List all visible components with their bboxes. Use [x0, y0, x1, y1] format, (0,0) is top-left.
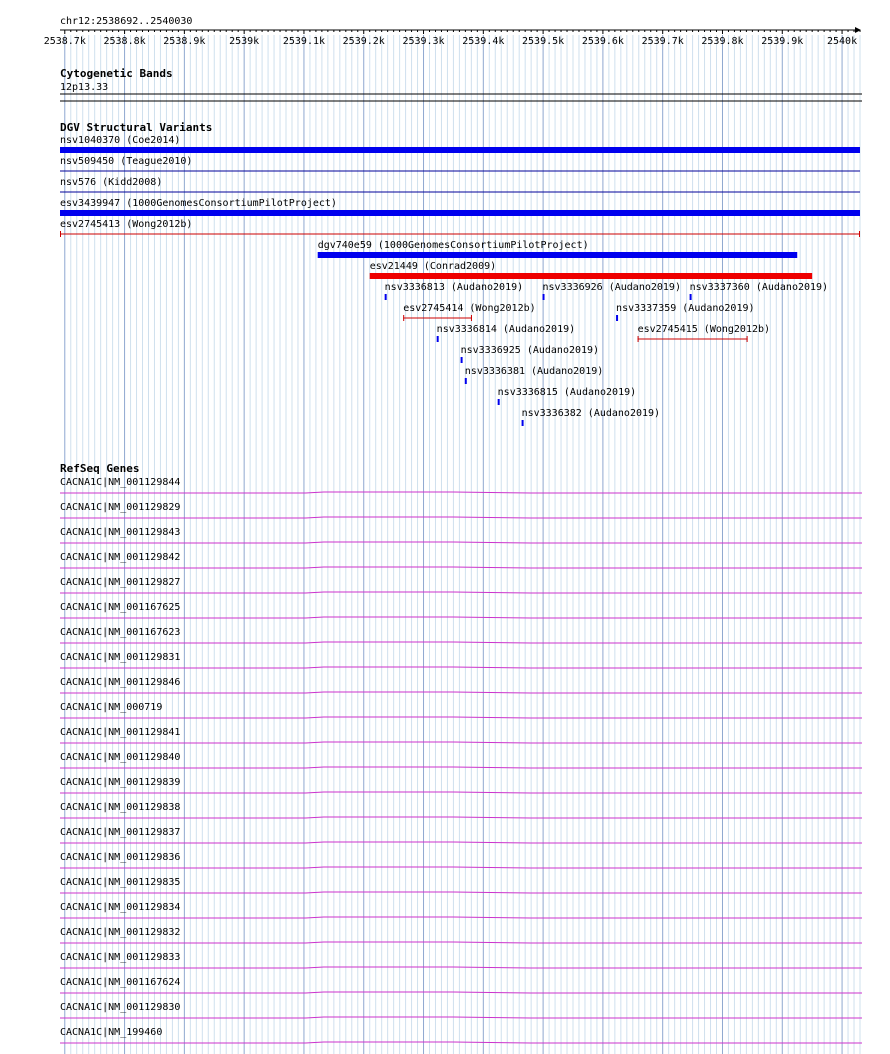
- refseq-transcript[interactable]: [60, 577, 862, 593]
- transcript-label[interactable]: CACNA1C|NM_001167623: [60, 627, 181, 638]
- transcript-label[interactable]: CACNA1C|NM_001129834: [60, 902, 181, 913]
- refseq-transcript[interactable]: [60, 902, 862, 918]
- transcript-intron-line[interactable]: [60, 567, 862, 568]
- refseq-transcript[interactable]: [60, 877, 862, 893]
- transcript-label[interactable]: CACNA1C|NM_001129829: [60, 502, 181, 513]
- sv-bar[interactable]: [318, 252, 798, 258]
- sv-label[interactable]: nsv509450 (Teague2010): [60, 156, 193, 167]
- cytoband-track-title: Cytogenetic Bands: [60, 67, 173, 80]
- sv-point[interactable]: [385, 294, 387, 300]
- sv-feature[interactable]: [461, 345, 599, 363]
- transcript-intron-line[interactable]: [60, 867, 862, 868]
- transcript-label[interactable]: CACNA1C|NM_001129846: [60, 677, 181, 688]
- ruler-tick-label: 2539.5k: [522, 36, 565, 47]
- transcript-intron-line[interactable]: [60, 592, 862, 593]
- transcript-label[interactable]: CACNA1C|NM_001129844: [60, 477, 181, 488]
- transcript-label[interactable]: CACNA1C|NM_001129836: [60, 852, 181, 863]
- transcript-label[interactable]: CACNA1C|NM_001129830: [60, 1002, 181, 1013]
- sv-bar[interactable]: [60, 210, 860, 216]
- sv-feature[interactable]: [638, 324, 770, 342]
- transcript-intron-line[interactable]: [60, 542, 862, 543]
- transcript-label[interactable]: CACNA1C|NM_001129837: [60, 827, 181, 838]
- sv-feature[interactable]: [465, 366, 603, 384]
- refseq-transcript[interactable]: [60, 477, 862, 493]
- refseq-transcript[interactable]: [60, 502, 862, 518]
- ruler-tick-label: 2538.9k: [163, 36, 206, 47]
- refseq-transcript[interactable]: [60, 1002, 862, 1018]
- sv-label[interactable]: nsv3336813 (Audano2019): [384, 282, 524, 293]
- sv-label[interactable]: nsv3336815 (Audano2019): [497, 387, 637, 398]
- transcript-label[interactable]: CACNA1C|NM_001129842: [60, 552, 181, 563]
- transcript-label[interactable]: CACNA1C|NM_001129839: [60, 777, 181, 788]
- refseq-transcript[interactable]: [60, 952, 862, 968]
- transcript-intron-line[interactable]: [60, 1017, 862, 1018]
- transcript-intron-line[interactable]: [60, 892, 862, 893]
- sv-feature[interactable]: [318, 240, 798, 258]
- sv-label[interactable]: nsv3337359 (Audano2019): [616, 303, 755, 314]
- transcript-intron-line[interactable]: [60, 617, 862, 618]
- sv-label[interactable]: esv2745414 (Wong2012b): [403, 303, 536, 314]
- transcript-label[interactable]: CACNA1C|NM_001129838: [60, 802, 181, 813]
- transcript-intron-line[interactable]: [60, 942, 862, 943]
- transcript-label[interactable]: CACNA1C|NM_001129840: [60, 752, 181, 763]
- sv-point[interactable]: [543, 294, 545, 300]
- dgv-track-title: DGV Structural Variants: [60, 121, 213, 134]
- sv-label[interactable]: esv21449 (Conrad2009): [369, 261, 497, 272]
- refseq-transcripts: [60, 477, 862, 1043]
- coordinate-ruler: [44, 16, 861, 47]
- refseq-transcript[interactable]: [60, 977, 862, 993]
- sv-point[interactable]: [690, 294, 692, 300]
- transcript-label[interactable]: CACNA1C|NM_001129835: [60, 877, 181, 888]
- refseq-transcript[interactable]: [60, 802, 862, 818]
- transcript-label[interactable]: CACNA1C|NM_000719: [60, 702, 163, 713]
- transcript-intron-line[interactable]: [60, 967, 862, 968]
- sv-label[interactable]: nsv3336382 (Audano2019): [521, 408, 661, 419]
- sv-label[interactable]: nsv3336926 (Audano2019): [542, 282, 681, 293]
- ruler-ticks: [44, 30, 860, 47]
- sv-point[interactable]: [522, 420, 524, 426]
- sv-label[interactable]: nsv1040370 (Coe2014): [60, 135, 181, 146]
- cytogenetic-bands-track: [60, 67, 862, 101]
- transcript-label[interactable]: CACNA1C|NM_001129843: [60, 527, 181, 538]
- sv-label[interactable]: nsv3336814 (Audano2019): [436, 324, 576, 335]
- sv-label[interactable]: nsv3336925 (Audano2019): [460, 345, 600, 356]
- sv-bar[interactable]: [370, 273, 812, 279]
- refseq-transcript[interactable]: [60, 627, 862, 643]
- transcript-intron-line[interactable]: [60, 517, 862, 518]
- sv-feature[interactable]: [437, 324, 575, 342]
- sv-label[interactable]: nsv576 (Kidd2008): [60, 177, 163, 188]
- ruler-tick-label: 2539.9k: [761, 36, 804, 47]
- ruler-tick-label: 2540k: [827, 36, 858, 47]
- transcript-label[interactable]: CACNA1C|NM_001167624: [60, 977, 181, 988]
- transcript-intron-line[interactable]: [60, 917, 862, 918]
- transcript-intron-line[interactable]: [60, 742, 862, 743]
- transcript-intron-line[interactable]: [60, 992, 862, 993]
- transcript-label[interactable]: CACNA1C|NM_001129827: [60, 577, 181, 588]
- transcript-label[interactable]: CACNA1C|NM_001129833: [60, 952, 181, 963]
- ruler-tick-label: 2538.8k: [103, 36, 146, 47]
- transcript-label[interactable]: CACNA1C|NM_001167625: [60, 602, 181, 613]
- refseq-transcript[interactable]: [60, 552, 862, 568]
- sv-feature[interactable]: [543, 282, 681, 300]
- ruler-tick-label: 2539.6k: [581, 36, 624, 47]
- sv-point[interactable]: [465, 378, 467, 384]
- transcript-intron-line[interactable]: [60, 792, 862, 793]
- transcript-intron-line[interactable]: [60, 1042, 862, 1043]
- transcript-intron-line[interactable]: [60, 767, 862, 768]
- refseq-track-title: RefSeq Genes: [60, 462, 140, 475]
- sv-label[interactable]: esv2745413 (Wong2012b): [60, 219, 193, 230]
- ruler-tick-label: 2538.7k: [43, 36, 86, 47]
- transcript-label[interactable]: CACNA1C|NM_199460: [60, 1027, 163, 1038]
- sv-label[interactable]: nsv3337360 (Audano2019): [689, 282, 829, 293]
- refseq-transcript[interactable]: [60, 702, 862, 718]
- refseq-transcript[interactable]: [60, 652, 862, 668]
- refseq-transcript[interactable]: [60, 1027, 862, 1043]
- refseq-transcript[interactable]: [60, 777, 862, 793]
- refseq-transcript[interactable]: [60, 527, 862, 543]
- transcript-label[interactable]: CACNA1C|NM_001129832: [60, 927, 181, 938]
- sv-feature[interactable]: [403, 303, 535, 321]
- transcript-label[interactable]: CACNA1C|NM_001129831: [60, 652, 181, 663]
- refseq-transcript[interactable]: [60, 852, 862, 868]
- transcript-intron-line[interactable]: [60, 642, 862, 643]
- transcript-intron-line[interactable]: [60, 667, 862, 668]
- ruler-tick-label: 2539.7k: [641, 36, 684, 47]
- transcript-label[interactable]: CACNA1C|NM_001129841: [60, 727, 181, 738]
- refseq-transcript[interactable]: [60, 827, 862, 843]
- transcript-intron-line[interactable]: [60, 492, 862, 493]
- sv-feature[interactable]: [616, 303, 754, 321]
- cytoband-label[interactable]: 12p13.33: [60, 82, 109, 93]
- background-grid: [65, 35, 860, 1054]
- transcript-intron-line[interactable]: [60, 842, 862, 843]
- transcript-intron-line[interactable]: [60, 817, 862, 818]
- refseq-transcript[interactable]: [60, 927, 862, 943]
- refseq-transcript[interactable]: [60, 677, 862, 693]
- sv-point[interactable]: [498, 399, 500, 405]
- region-label: chr12:2538692..2540030: [60, 16, 193, 27]
- ruler-tick-label: 2539.3k: [402, 36, 445, 47]
- refseq-genes-track: [60, 462, 862, 1043]
- refseq-transcript[interactable]: [60, 752, 862, 768]
- sv-point[interactable]: [437, 336, 439, 342]
- ruler-tick-label: 2539.8k: [701, 36, 744, 47]
- sv-label[interactable]: esv2745415 (Wong2012b): [637, 324, 771, 335]
- transcript-intron-line[interactable]: [60, 692, 862, 693]
- ruler-tick-label: 2539.4k: [462, 36, 505, 47]
- sv-bar[interactable]: [60, 147, 860, 153]
- sv-label[interactable]: esv3439947 (1000GenomesConsortiumPilotProject): [60, 198, 337, 209]
- refseq-transcript[interactable]: [60, 727, 862, 743]
- sv-point[interactable]: [616, 315, 618, 321]
- refseq-transcript[interactable]: [60, 602, 862, 618]
- ruler-tick-label: 2539k: [229, 36, 260, 47]
- ruler-tick-label: 2539.1k: [282, 36, 326, 47]
- ruler-tick-label: 2539.2k: [342, 36, 385, 47]
- sv-label[interactable]: nsv3336381 (Audano2019): [464, 366, 604, 377]
- transcript-intron-line[interactable]: [60, 717, 862, 718]
- sv-label[interactable]: dgv740e59 (1000GenomesConsortiumPilotProject): [317, 240, 589, 251]
- sv-point[interactable]: [461, 357, 463, 363]
